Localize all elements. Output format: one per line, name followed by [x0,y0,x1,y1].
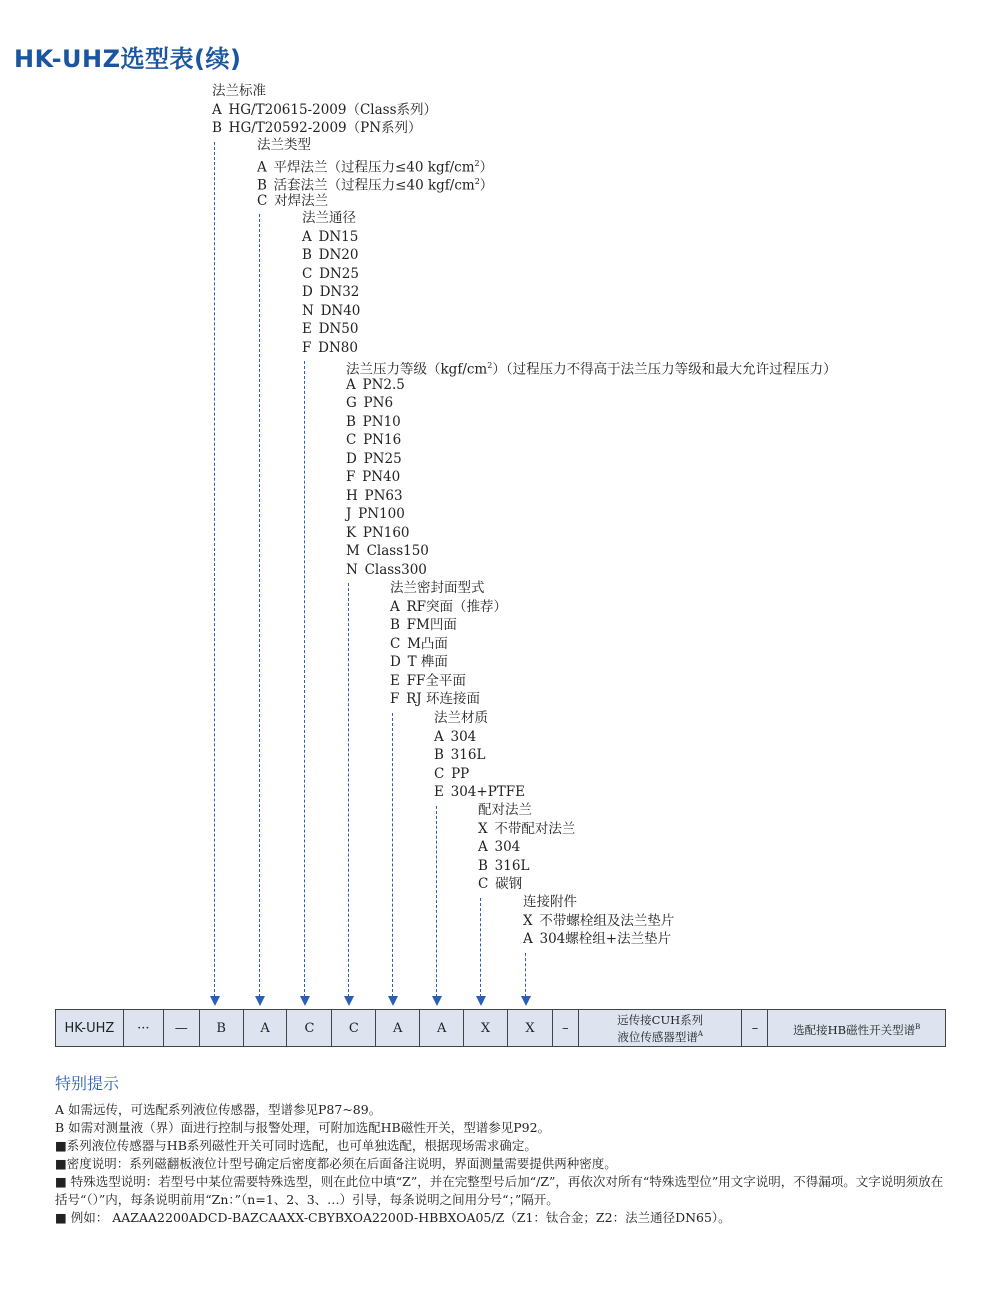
connector-line [525,953,526,998]
group-heading-text: 法兰密封面型式 [390,580,485,596]
option-code: F [302,339,312,356]
option-code: A [434,728,444,745]
connector-arrow [344,996,354,1006]
connector-arrow [432,996,442,1006]
option-code: N [302,302,314,319]
option-row [434,783,525,801]
option-row [302,283,359,301]
option-code: A [257,159,267,175]
option-code: A [346,376,356,393]
option-row [346,561,427,579]
cell-superscript: A [697,1029,703,1038]
connector-line [480,898,481,998]
option-code: F [346,469,356,485]
model-code-cell: A [376,1010,420,1046]
option-row [302,228,358,246]
group-heading [478,801,532,819]
option-code: B [434,747,444,763]
option-code: C [346,432,357,448]
option-code: C [434,765,445,782]
option-code: F [390,691,400,707]
option-text: HG/T20592-2009（PN系列） [228,120,422,136]
option-code: D [346,450,357,467]
note-item: A 如需远传，可选配系列液位传感器，型谱参见P87~89。 [55,1102,382,1117]
group-heading [212,82,266,100]
option-row [346,394,393,412]
option-row [390,635,448,653]
option-code: K [346,524,357,541]
option-code: J [346,506,352,522]
heading-superscript: 2 [487,361,493,370]
option-row [346,505,405,523]
group-heading-text: 配对法兰 [478,802,532,818]
option-row [302,265,359,283]
connector-line [348,583,349,997]
group-heading-text: 法兰材质 [434,710,488,726]
model-code-cell: C [287,1010,332,1046]
option-text: 304+PTFE [450,784,525,800]
option-row [390,653,448,671]
option-row [302,246,359,264]
note-item: ■ 例如： AAZAA2200ADCD-BAZCAAXX-CBYBXOA2200D-HBBXOA05/Z（Z1：钛合金；Z2：法兰通径DN65）。 [55,1210,731,1225]
cell-text-line1: 远传接CUH系列 [617,1012,704,1027]
notes-title: 特别提示 [55,1074,120,1093]
option-text: PN10 [362,413,401,430]
model-code-cell: – [553,1010,579,1046]
option-text: FM凹面 [406,617,457,633]
option-code: A [390,598,400,615]
option-text: Class300 [364,561,427,578]
option-text: 平焊法兰（过程压力≤40 kgf/cm [273,159,475,175]
group-heading [523,893,577,911]
option-text: HG/T20615-2009（Class系列） [228,101,438,118]
option-row [434,765,469,783]
page-title: HK-UHZ选型表(续) [14,45,242,73]
model-code-cell: A [244,1010,288,1046]
option-row [212,119,422,137]
option-superscript: 2 [474,158,480,168]
connector-arrow [210,996,220,1006]
option-text: FF全平面 [406,672,466,689]
option-text: DN50 [318,321,359,337]
option-code: N [346,561,358,578]
group-heading [302,209,356,227]
option-row [302,339,358,357]
option-code: C [390,635,401,652]
option-text: T 榫面 [407,654,448,670]
group-heading-text: 法兰类型 [257,137,311,153]
option-row [346,524,410,542]
model-code-cell [579,1010,743,1046]
option-suffix: ） [479,159,494,175]
option-code: C [302,265,313,282]
cell-text-line2 [617,1027,703,1044]
option-text: 不带螺栓组及法兰垫片 [539,912,675,929]
option-row [390,598,507,616]
option-text: PN2.5 [362,376,405,393]
option-code: A [478,839,488,855]
connector-line [436,806,437,998]
option-row [390,672,466,690]
option-row [346,468,400,486]
option-code: D [302,284,313,300]
model-code-cell: – [742,1010,768,1046]
option-code: X [523,912,533,929]
option-code: B [478,857,488,874]
option-text: PN40 [362,469,401,485]
cell-superscript: B [915,1022,921,1031]
option-row [390,616,457,634]
model-code-cell [768,1010,945,1046]
option-text: PN160 [362,524,410,541]
cell-text [793,1020,920,1037]
option-text: PN100 [358,506,405,522]
group-heading [434,709,488,727]
group-heading-text: 法兰通径 [302,210,356,226]
connector-arrow [476,996,486,1006]
group-heading-text: 法兰标准 [212,83,266,99]
model-code-cell: HK-UHZ [56,1010,124,1046]
option-code: D [390,654,401,670]
option-row [257,192,328,210]
option-text: PN16 [363,432,402,448]
option-text: PN25 [363,450,402,467]
option-text: RJ 环连接面 [406,691,480,707]
option-text: 不带配对法兰 [494,820,576,837]
connector-arrow [521,996,531,1006]
option-code: A [523,931,533,947]
option-code: B [302,247,312,263]
option-code: B [212,120,222,136]
option-text: DN25 [319,265,359,282]
option-row [478,857,529,875]
cell-text-line2-text: 液位传感器型谱 [617,1029,698,1044]
option-text: 活套法兰（过程压力≤40 kgf/cm [273,177,475,194]
option-row [478,838,520,856]
option-text: DN80 [318,339,358,356]
connector-arrow [300,996,310,1006]
option-code: M [346,543,360,559]
model-code-cell: ··· [124,1010,164,1046]
option-code: C [478,876,489,892]
option-row [523,930,671,948]
model-code-cell: X [464,1010,508,1046]
cell-text-main: 选配接HB磁性开关型谱 [793,1022,916,1037]
group-heading-text: 连接附件 [523,894,577,910]
option-text: 碳钢 [495,876,523,892]
option-text: Class150 [366,543,429,559]
option-row [346,487,403,505]
option-row [346,376,405,394]
option-code: G [346,395,357,411]
group-heading-text: 法兰压力等级（kgf/cm [346,361,488,378]
note-item: ■密度说明：系列磁翻板液位计型号确定后密度都必须在后面备注说明，界面测量需要提供两种密度。 [55,1156,617,1171]
heading-suffix: ）（过程压力不得高于法兰压力等级和最大允许过程压力） [492,361,837,378]
option-text: 316L [494,857,530,874]
group-heading [257,136,311,154]
option-code: A [212,101,222,118]
option-suffix: ） [479,177,494,194]
note-item: ■ 特殊选型说明：若型号中某位需要特殊选型，则在此位中填“Z”，并在完整型号后加“/Z”，再依次对所有“特殊选型位”用文字说明，不得漏项。文字说明须放在括号“（）”内，每条说明前用“Zn：”（n=1、2、3、…）引导，每条说明之间用分号“；”隔开。 [55,1174,944,1207]
option-code: A [302,228,312,245]
option-text: 304 [494,839,521,855]
option-row [302,320,358,338]
model-code-cell: B [200,1010,244,1046]
option-row [346,542,429,560]
option-row [478,875,522,893]
option-row [523,912,674,930]
note-item: B 如需对测量液（界）面进行控制与报警处理，可附加选配HB磁性开关，型谱参见P92。 [55,1120,551,1135]
option-row [390,690,480,708]
connector-arrow [388,996,398,1006]
option-row [346,431,401,449]
model-code-bar [55,1009,946,1047]
option-text: PN63 [364,487,403,504]
option-row [346,450,402,468]
option-text: M凸面 [407,635,448,652]
connector-arrow [255,996,265,1006]
model-code-cell: C [332,1010,376,1046]
option-text: DN15 [318,228,359,245]
model-code-cell: X [508,1010,553,1046]
option-row [434,728,476,746]
connector-line [304,361,305,997]
option-text: 304螺栓组+法兰垫片 [539,931,672,947]
option-text: 对焊法兰 [274,192,329,209]
note-item: ■系列液位传感器与HB系列磁性开关可同时选配，也可单独选配，根据现场需求确定。 [55,1138,537,1153]
option-text: DN32 [319,284,360,300]
option-code: B [257,177,267,194]
option-text: DN20 [318,247,359,263]
connector-line [214,142,215,998]
option-code: B [346,413,356,430]
connector-line [392,713,393,998]
option-code: C [257,192,268,209]
option-text: 316L [450,747,486,763]
model-code-cell: A [420,1010,464,1046]
option-code: B [390,617,400,633]
option-code: E [434,784,444,800]
option-code: E [390,672,400,689]
option-row [346,413,401,431]
option-row [302,302,360,320]
option-text: 304 [450,728,477,745]
option-row [212,101,437,119]
option-text: RF突面（推荐） [406,598,508,615]
connector-line [259,214,260,997]
option-text: DN40 [320,302,361,319]
option-row [478,820,575,838]
option-code: H [346,487,358,504]
group-heading [346,357,837,379]
option-code: E [302,321,312,337]
option-text: PN6 [363,395,394,411]
option-text: PP [451,765,470,782]
model-code-cell: — [164,1010,200,1046]
option-superscript: 2 [474,177,480,186]
group-heading [390,579,485,597]
option-row [434,746,485,764]
option-code: X [478,820,488,837]
